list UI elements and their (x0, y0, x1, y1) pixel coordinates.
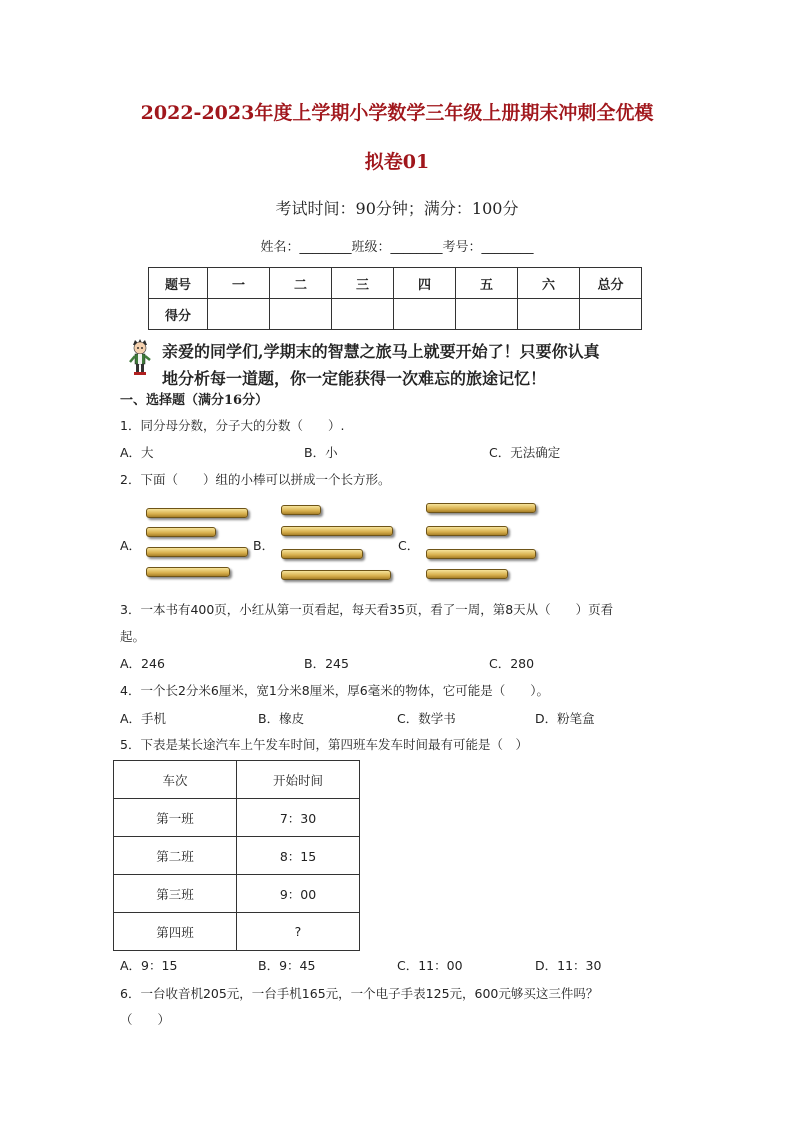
score-header-cell: 总分 (580, 268, 642, 299)
section-title: 一、选择题（满分16分） (120, 393, 269, 408)
stick-b3 (281, 549, 363, 559)
doc-title-line1: 2022-2023年度上学期小学数学三年级上册期末冲刺全优模 (140, 102, 654, 124)
stick-a4 (146, 567, 230, 577)
table-cell: 9：00 (237, 875, 360, 913)
score-header-cell: 四 (394, 268, 456, 299)
score-header-cell: 五 (456, 268, 518, 299)
doc-title-line2: 拟卷01 (364, 151, 430, 173)
score-row-label: 得分 (149, 299, 208, 330)
q4-option-b[interactable]: B．橡皮 (258, 711, 305, 726)
intro-line2: 地分析每一道题，你一定能获得一次难忘的旅途记忆！ (162, 369, 547, 388)
score-header-cell: 题号 (149, 268, 208, 299)
q1-option-b[interactable]: B．小 (304, 445, 338, 460)
student-cartoon-icon (128, 338, 152, 376)
score-cell[interactable] (332, 299, 394, 330)
score-header-cell: 三 (332, 268, 394, 299)
intro-line1: 亲爱的同学们,学期末的智慧之旅马上就要开始了！只要你认真 (162, 342, 600, 361)
table-header-cell: 开始时间 (237, 761, 360, 799)
score-cell[interactable] (580, 299, 642, 330)
q5-option-a[interactable]: A．9：15 (120, 958, 178, 973)
table-cell: 第一班 (114, 799, 237, 837)
table-cell: ? (237, 913, 360, 951)
q4-option-d[interactable]: D．粉笔盒 (535, 711, 595, 726)
q4-option-a[interactable]: A．手机 (120, 711, 167, 726)
bus-schedule-table (113, 760, 360, 951)
q2-option-b[interactable]: B． (253, 538, 275, 553)
q3-option-c[interactable]: C．280 (489, 656, 535, 671)
score-header-cell: 一 (208, 268, 270, 299)
q2-option-a[interactable]: A． (120, 538, 142, 553)
score-header-cell: 二 (270, 268, 332, 299)
score-table-header-row (149, 268, 642, 299)
score-table (148, 267, 642, 330)
question-1: 1．同分母分数，分子大的分数（ ）. (120, 418, 345, 433)
q1-option-c[interactable]: C．无法确定 (489, 445, 561, 460)
table-cell: 第四班 (114, 913, 237, 951)
student-info: 姓名：________班级：________考号：________ (260, 240, 534, 255)
question-6-line1: 6．一台收音机205元，一台手机165元，一个电子手表125元，600元够买这三件吗？ (120, 986, 599, 1001)
table-row (114, 913, 360, 951)
table-cell: 8：15 (237, 837, 360, 875)
score-cell[interactable] (456, 299, 518, 330)
q3-option-a[interactable]: A．246 (120, 656, 165, 671)
stick-a1 (146, 508, 248, 518)
table-header-cell: 车次 (114, 761, 237, 799)
stick-b4 (281, 570, 391, 580)
stick-a2 (146, 527, 216, 537)
table-header-row (114, 761, 360, 799)
q4-option-c[interactable]: C．数学书 (397, 711, 456, 726)
table-row (114, 875, 360, 913)
stick-a3 (146, 547, 248, 557)
exam-info: 考试时间：90分钟；满分：100分 (275, 199, 519, 218)
score-cell[interactable] (208, 299, 270, 330)
table-cell: 第二班 (114, 837, 237, 875)
question-3-line1: 3．一本书有400页，小红从第一页看起，每天看35页，看了一周，第8天从（ ）页看 (120, 602, 614, 617)
q1-option-a[interactable]: A．大 (120, 445, 154, 460)
table-cell: 第三班 (114, 875, 237, 913)
stick-b2 (281, 526, 393, 536)
score-cell[interactable] (394, 299, 456, 330)
question-2: 2．下面（ ）组的小棒可以拼成一个长方形。 (120, 472, 391, 487)
score-cell[interactable] (270, 299, 332, 330)
question-4: 4．一个长2分米6厘米，宽1分米8厘米，厚6毫米的物体，它可能是（ ）。 (120, 683, 549, 698)
q5-option-d[interactable]: D．11：30 (535, 958, 602, 973)
question-6-line2: （ ） (120, 1012, 171, 1027)
table-row (114, 799, 360, 837)
question-3-line2: 起。 (120, 629, 146, 644)
stick-c1 (426, 503, 536, 513)
score-table-score-row (149, 299, 642, 330)
table-cell: 7：30 (237, 799, 360, 837)
q5-option-b[interactable]: B．9：45 (258, 958, 316, 973)
table-row (114, 837, 360, 875)
stick-c2 (426, 526, 508, 536)
score-header-cell: 六 (518, 268, 580, 299)
stick-c3 (426, 549, 536, 559)
score-cell[interactable] (518, 299, 580, 330)
q3-option-b[interactable]: B．245 (304, 656, 349, 671)
q2-option-c[interactable]: C． (398, 538, 420, 553)
question-5: 5．下表是某长途汽车上午发车时间，第四班车发车时间最有可能是（ ） (120, 737, 528, 752)
q5-option-c[interactable]: C．11：00 (397, 958, 463, 973)
stick-b1 (281, 505, 321, 515)
stick-c4 (426, 569, 508, 579)
